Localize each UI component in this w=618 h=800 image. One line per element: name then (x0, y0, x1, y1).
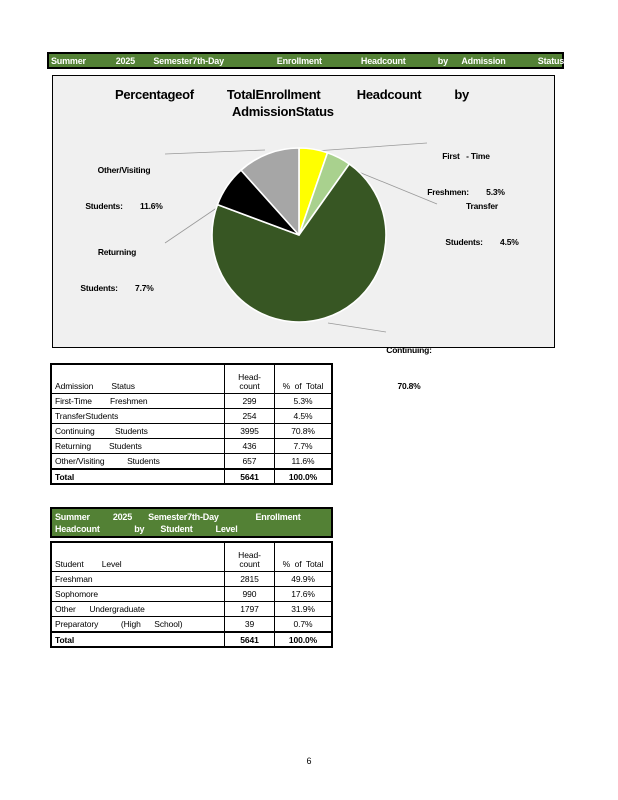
student-level-banner (50, 507, 333, 538)
table-row: TransferStudents 254 4.5% (52, 408, 331, 423)
table-row: Freshman 2815 49.9% (52, 571, 331, 586)
table-row: Continuing Students 3995 70.8% (52, 423, 331, 438)
table-row: Other/Visiting Students 657 11.6% (52, 453, 331, 468)
table-row: Other Undergraduate 1797 31.9% (52, 601, 331, 616)
header-admission-status: Admission Status (55, 381, 135, 391)
chart-title-line2: AdmissionStatus (232, 104, 334, 119)
leader-line-first-time (315, 143, 427, 151)
callout-transfer: Transfer Students: 4.5% (445, 201, 519, 247)
callout-returning: Returning Students: 7.7% (80, 247, 154, 293)
student-level-table (50, 541, 333, 648)
table-row: Preparatory (High School) 39 0.7% (52, 616, 331, 631)
pie-slices (212, 148, 386, 322)
admission-status-table (50, 363, 333, 485)
leader-line-other-visiting (165, 150, 265, 154)
chart-title-line1: Percentageof TotalEnrollment Headcount by (115, 87, 469, 102)
table-header-row (52, 543, 331, 571)
callout-continuing: Continuing: 70.8% (386, 345, 432, 391)
table-row: Sophomore 990 17.6% (52, 586, 331, 601)
callout-other-visiting: Other/Visiting Students: 11.6% (85, 165, 163, 211)
page-number: 6 (306, 756, 312, 766)
report-title-text: Summer 2025 Semester7th-Day Enrollment Headcount by Admission Status (51, 55, 565, 66)
table-header-row (52, 365, 331, 393)
student-level-banner-line2: Headcount by Student Level (55, 524, 238, 534)
table-row: Returning Students 436 7.7% (52, 438, 331, 453)
header-headcount: Head- count (224, 365, 274, 393)
report-title-banner (47, 52, 564, 69)
table-total-row: Total 5641 100.0% (52, 468, 331, 483)
callout-first-time: First - Time Freshmen: 5.3% (427, 151, 505, 197)
table-row: First-Time Freshmen 299 5.3% (52, 393, 331, 408)
pie-chart-area (52, 75, 555, 391)
header-student-level: Student Level (55, 559, 122, 569)
header-pct-of-total: % of Total (274, 543, 331, 571)
header-pct-of-total: % of Total (274, 365, 331, 393)
leader-line-continuing (328, 323, 386, 332)
student-level-banner-line1: Summer 2025 Semester7th-Day Enrollment (55, 512, 301, 522)
header-headcount: Head- count (224, 543, 274, 571)
table-total-row: Total 5641 100.0% (52, 631, 331, 646)
